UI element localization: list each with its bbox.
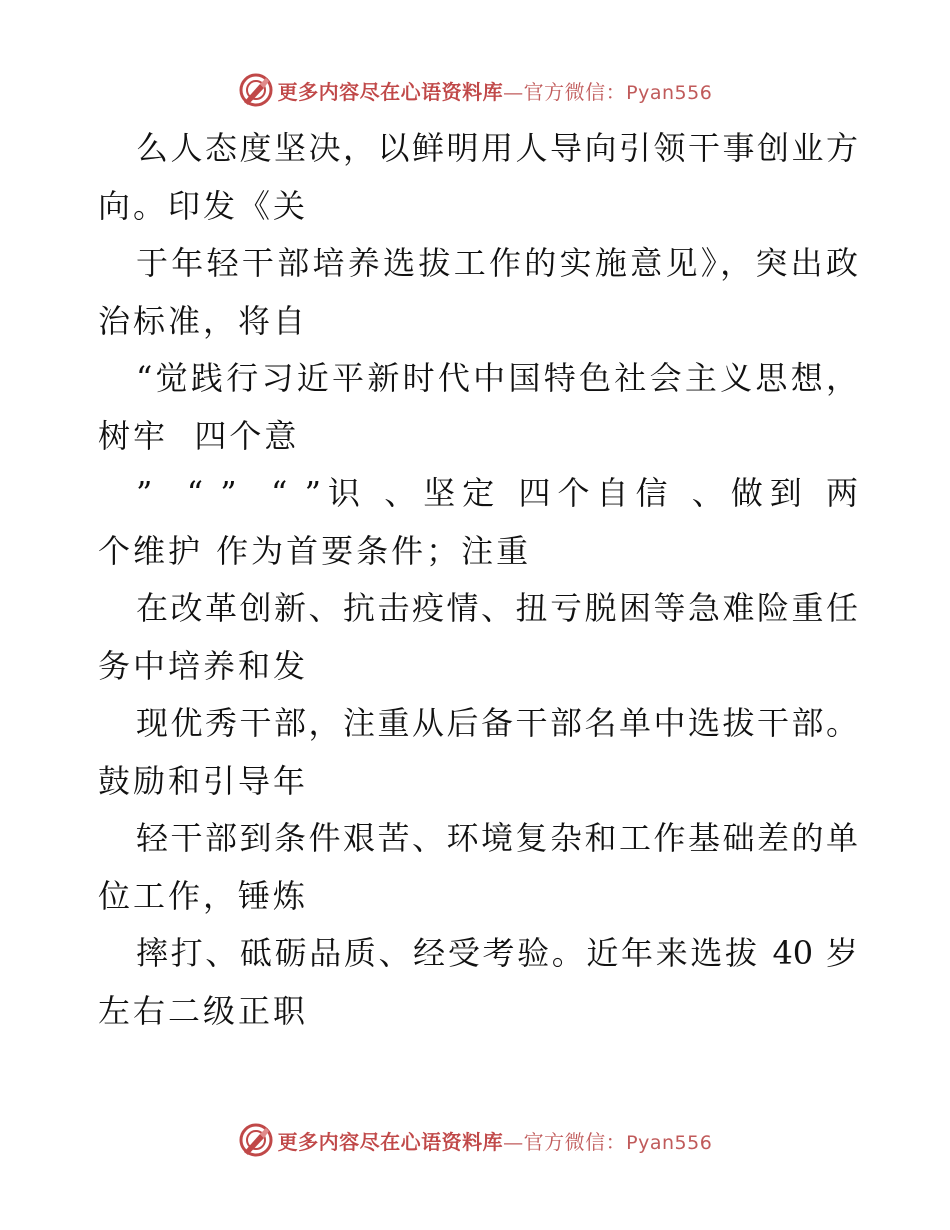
header-banner-text [278,76,713,105]
footer-banner-separator: — [503,1129,524,1154]
footer-banner-brand: 更多内容尽在心语资料库 [277,1129,504,1154]
header-banner-separator: — [503,79,524,104]
footer-banner-label: 官方微信： [523,1129,627,1154]
body-line: 个维护 作为首要条件；注重 [98,531,532,570]
body-line: 么人态度坚决，以鲜明用人导向引领干事创业方 [136,129,858,167]
body-line: 向。印发《关 [98,186,309,225]
header-banner-brand: 更多内容尽在心语资料库 [277,79,504,104]
header-banner-label: 官方微信： [523,79,627,104]
body-line: 现优秀干部，注重从后备干部名单中选拔干部。 [136,704,858,742]
body-line: 树牢 四个意 [98,416,300,455]
body-line: 在改革创新、抗击疫情、扭亏脱困等急难险重任 [136,589,858,627]
header-watermark-banner [0,70,950,110]
body-line: “觉践行习近平新时代中国特色社会主义思想， [136,359,858,397]
body-line: 左右二级正职 [98,991,309,1030]
pen-logo-icon [238,72,274,108]
body-line: 务中培养和发 [98,646,309,685]
pen-logo-icon [238,1122,274,1158]
footer-watermark-banner [0,1120,950,1160]
body-line: 位工作，锤炼 [98,876,309,915]
body-line: 摔打、砥砺品质、经受考验。近年来选拔 40 岁 [136,934,858,972]
body-line: 于年轻干部培养选拔工作的实施意见》，突出政 [136,244,858,282]
header-banner-id: Pyan556 [626,81,713,104]
footer-banner-id: Pyan556 [626,1131,713,1154]
body-line: ” “ ” “ ”识 、坚定 四个自信 、做到 两 [136,474,858,512]
footer-banner-text [278,1126,713,1155]
document-body [98,120,858,1040]
body-line: 治标准，将自 [98,301,309,340]
body-line: 轻干部到条件艰苦、环境复杂和工作基础差的单 [136,819,858,857]
body-line: 鼓励和引导年 [98,761,309,800]
